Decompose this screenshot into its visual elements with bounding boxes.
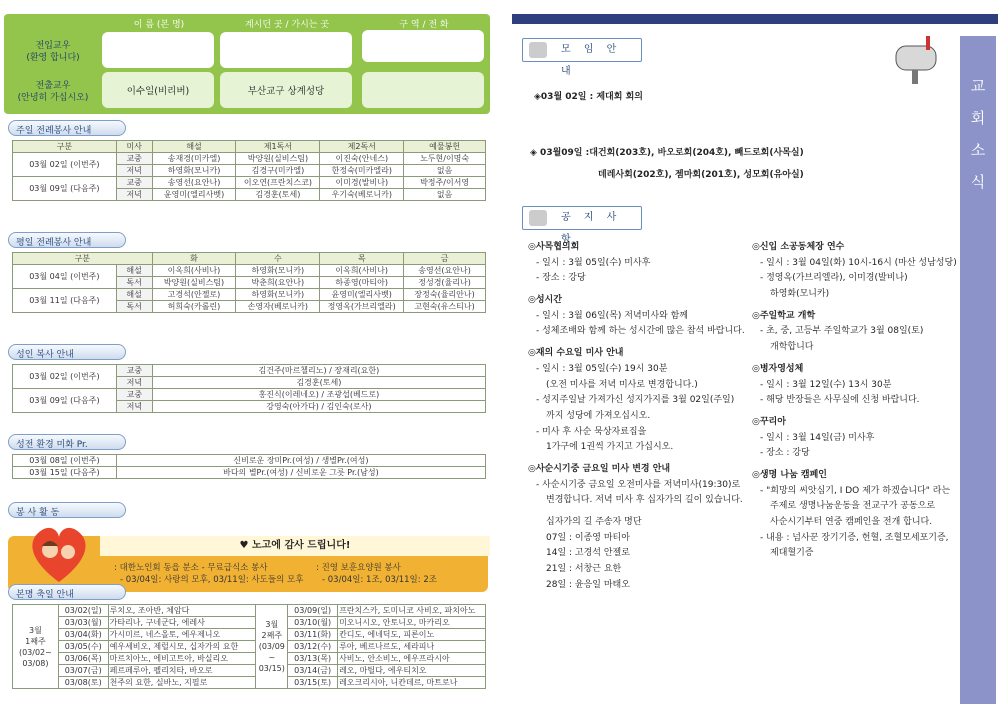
meeting-line1: ◈03월 02일 : 제대회 회의 <box>534 92 643 102</box>
date-cell: 03월 04일 (이번주) <box>13 265 117 289</box>
role-cell: 해설 <box>116 289 152 301</box>
notice-right-line: - 일시 : 3월 14일(금) 미사후 <box>760 432 875 443</box>
transfer-out-label: 전출교우 (안녕히 가십시오) <box>17 81 89 103</box>
date-cell: 03월 08일 (이번주) <box>13 455 117 467</box>
table-cell: 박양원(실비스팀) <box>152 277 236 289</box>
notice-left-line: ◎사목협의회 <box>528 242 580 252</box>
saints-cell: 프란치스카, 도미니코 사비오, 파치아노 <box>338 605 486 617</box>
table-cell: 하영화(모니카) <box>236 289 320 301</box>
meeting-line3: 데레사회(202호), 젬마회(201호), 성모회(유아실) <box>598 170 804 180</box>
notice-left-line: 까지 성당에 가져오십시오. <box>546 410 651 421</box>
saints-cell: 예우세비오, 제럴시모, 십자가의 요한 <box>108 641 256 653</box>
header-name: 이 름 (본 명) <box>133 20 185 30</box>
section-meeting-title <box>522 38 642 77</box>
table-cell: 송재경(미카엘) <box>152 153 236 165</box>
notice-right-line: - 내용 : 넘사꾼 장기기증, 헌혈, 조혈모세포기증, <box>760 532 949 543</box>
notice-right-line: ◎꾸리아 <box>752 416 786 427</box>
saints-cell: 칸디도, 에네딕도, 피론이노 <box>338 629 486 641</box>
notice-left-line: - 사순시기중 금요일 오전미사를 저녁미사(19:30)로 <box>536 479 741 490</box>
thanks-heading: ♥ 노고에 감사 드립니다! <box>100 536 490 556</box>
saints-cell: 레오크리시아, 니칸데르, 마트로나 <box>338 677 486 689</box>
header-area: 구 역 / 전 화 <box>399 20 449 30</box>
date-cell: 03월 11일 (다음주) <box>13 289 117 313</box>
mass-cell: 저녁 <box>116 401 152 413</box>
member-transfer-box <box>4 14 490 114</box>
table-cell: 장정숙(율리안나) <box>404 289 486 301</box>
notice-left-line: 변경합니다. 저녁 미사 후 십자가의 길이 있습니다. <box>546 495 743 506</box>
date-cell: 03/07(금) <box>58 665 108 677</box>
role-cell: 독서 <box>116 301 152 313</box>
notice-right-column <box>752 240 960 562</box>
notice-left-line: - 성체조배와 함께 하는 성시간에 많은 참석 바랍니다. <box>536 326 745 337</box>
table-row <box>13 289 486 301</box>
table-cell: 하영화(모니카) <box>152 165 236 177</box>
table-cell: 고현숙(유스티나) <box>404 301 486 313</box>
table-row <box>13 467 486 479</box>
date-cell: 03월 02일 (이번주) <box>13 153 117 177</box>
table-cell: 이오연(프란치스코) <box>236 177 320 189</box>
notice-right-line: - 일시 : 3월 04일(화) 10시-16시 (마산 성남성당) <box>760 257 957 268</box>
col-header: 해설 <box>152 141 236 153</box>
section-weekday-title: 평일 전례봉사 안내 <box>8 232 126 248</box>
notice-left-line: ◎재의 수요일 미사 안내 <box>528 348 624 359</box>
col-header: 금 <box>404 253 486 265</box>
notice-left-line: - 장소 : 강당 <box>536 273 586 284</box>
table-cell: 홍진식(이레네오) / 조광섭(베드로) <box>152 389 485 401</box>
in-area-box <box>362 30 484 62</box>
date-cell: 03/03(월) <box>58 617 108 629</box>
col-header: 목 <box>320 253 404 265</box>
col-header: 예물봉헌 <box>404 141 486 153</box>
date-cell: 03월 09일 (다음주) <box>13 389 117 413</box>
table-cell: 신비로운 장미Pr.(여성) / 생별Pr.(여성) <box>116 455 485 467</box>
col-header: 제2독서 <box>320 141 404 153</box>
date-cell: 03/13(목) <box>288 653 338 665</box>
sidebar-char: 교 <box>970 77 986 95</box>
top-band <box>512 14 998 24</box>
table-row <box>13 455 486 467</box>
table-cell: 강영숙(아가다) / 김인숙(로사) <box>152 401 485 413</box>
mailbox-icon <box>886 30 950 86</box>
date-cell: 03/12(수) <box>288 641 338 653</box>
notice-right-line: - 정영옥(가브리엘라), 이미경(발비나) <box>760 273 908 284</box>
table-row <box>13 629 486 641</box>
notice-right-line: - 초, 중, 고등부 주일학교가 3월 08일(토) <box>760 326 924 337</box>
meeting-title-text: 모 임 안 내 <box>561 44 622 77</box>
date-cell: 03/15(토) <box>288 677 338 689</box>
col-header: 구분 <box>13 253 153 265</box>
in-name-box <box>102 32 214 68</box>
table-cell: 바다의 별Pr.(여성) / 신비로운 그릇 Pr.(남성) <box>116 467 485 479</box>
family-illustration-icon <box>24 520 94 586</box>
table-cell: 이옥희(사비나) <box>152 265 236 277</box>
table-cell: 박양원(실비스팀) <box>236 153 320 165</box>
mass-cell: 교중 <box>116 177 152 189</box>
out-area-box <box>362 72 484 108</box>
notice-right-line: ◎병자영성체 <box>752 363 804 374</box>
table-row <box>13 177 486 189</box>
notice-right-line: ◎주일학교 개학 <box>752 310 816 321</box>
saints-cell: 천주의 요한, 실바노, 지필로 <box>108 677 256 689</box>
notice-left-line: 21일 : 서창근 요한 <box>546 564 622 575</box>
table-header-row <box>13 141 486 153</box>
notice-left-line: (오전 미사를 저녁 미사로 변경합니다.) <box>546 379 698 390</box>
notice-left-line: - 미사 후 사순 묵상자료집을 <box>536 426 647 437</box>
saints-cell: 가타리나, 구네군다, 에레사 <box>108 617 256 629</box>
table-cell: 윤영미(엘리사벳) <box>320 289 404 301</box>
date-cell: 03/05(수) <box>58 641 108 653</box>
sidebar-char: 소 <box>970 141 986 159</box>
table-row <box>13 153 486 165</box>
table-row <box>13 653 486 665</box>
table-cell: 윤영미(엘리사벳) <box>152 189 236 201</box>
role-cell: 해설 <box>116 265 152 277</box>
section-service-title: 봉 사 활 동 <box>8 502 126 518</box>
table-cell: 하종영(마티아) <box>320 277 404 289</box>
date-cell: 03/08(토) <box>58 677 108 689</box>
saints-cell: 페르페루아, 펠리치타, 바오로 <box>108 665 256 677</box>
table-cell: 송영선(요안나) <box>152 177 236 189</box>
table-cell: 우기숙(베로니카) <box>320 189 404 201</box>
saints-cell: 미오니시오, 안토니오, 마카리오 <box>338 617 486 629</box>
col-header: 화 <box>152 253 236 265</box>
service-right-line1: : 진영 보훈요양원 봉사 <box>316 563 401 573</box>
date-cell: 03/04(화) <box>58 629 108 641</box>
saints-cell: 레오, 마틸다, 에우티치오 <box>338 665 486 677</box>
table-cell: 박춘희(요안나) <box>236 277 320 289</box>
sidebar-char: 회 <box>970 109 986 127</box>
table-cell: 허희숙(카롤린) <box>152 301 236 313</box>
table-cell: 김건주(마르첼리노) / 장재리(요한) <box>152 365 485 377</box>
date-cell: 03/02(일) <box>58 605 108 617</box>
table-cell: 김경훈(토세) <box>152 377 485 389</box>
person-icon <box>529 42 547 58</box>
saints-cell: 마르치아노, 에비고트아, 바실리오 <box>108 653 256 665</box>
notice-left-column <box>528 240 748 593</box>
transfer-in-label: 전입교우 (환영 합니다) <box>26 41 80 63</box>
service-left-line2: - 03/04일: 사랑의 모후, 03/11일: 사도들의 모후 <box>120 575 304 585</box>
date-cell: 03월 15일 (다음주) <box>13 467 117 479</box>
notice-left-line: 14일 : 고경석 안젤로 <box>546 548 630 559</box>
mass-cell: 교중 <box>116 153 152 165</box>
notice-left-line: 07일 : 이종영 마티아 <box>546 532 630 543</box>
notice-right-line: - 해당 반장들은 사무실에 신청 바랍니다. <box>760 395 920 406</box>
role-cell: 독서 <box>116 277 152 289</box>
col-header: 제1독서 <box>236 141 320 153</box>
table-header-row <box>13 253 486 265</box>
table-row <box>13 389 486 401</box>
mass-cell: 교중 <box>116 389 152 401</box>
section-adult-server-title: 성인 복사 안내 <box>8 344 126 360</box>
table-cell: 이옥희(사비나) <box>320 265 404 277</box>
out-name-box: 이수일(비리버) <box>102 72 214 108</box>
saints-cell: 루치오, 조아반, 체암다 <box>108 605 256 617</box>
saints-cell: 루아, 베르나르도, 세라피나 <box>338 641 486 653</box>
person-icon <box>529 210 547 226</box>
table-row <box>13 617 486 629</box>
notice-title-text: 공 지 사 항 <box>561 212 622 245</box>
notice-left-line: - 일시 : 3월 05일(수) 19시 30분 <box>536 363 668 374</box>
table-cell: 박정주/이서영 <box>404 177 486 189</box>
table-cell: 정성경(율리나) <box>404 277 486 289</box>
saints-cell: 사비노, 안소비노, 에우프라시아 <box>338 653 486 665</box>
table-cell: 김경훈(토세) <box>236 189 320 201</box>
notice-left-line: - 일시 : 3월 06일(목) 저녁미사와 함께 <box>536 310 688 321</box>
table-row <box>13 677 486 689</box>
table-row <box>13 605 486 617</box>
adult-server-table <box>12 364 486 413</box>
table-row <box>13 641 486 653</box>
weekday-liturgy-table <box>12 252 486 313</box>
table-row <box>13 365 486 377</box>
mass-cell: 교중 <box>116 365 152 377</box>
notice-right-line: 주제로 생명나눔운동을 전교구가 공동으로 <box>770 501 936 512</box>
week-cell: 3월 1째주 (03/02~ 03/08) <box>13 605 59 689</box>
date-cell: 03월 02일 (이번주) <box>13 365 117 389</box>
date-cell: 03/06(목) <box>58 653 108 665</box>
table-cell: 노두현/이명숙 <box>404 153 486 165</box>
feast-table <box>12 604 486 689</box>
notice-left-line: ◎성시간 <box>528 295 562 306</box>
notice-right-line: 사순시기부터 연중 캠페인을 전개 합니다. <box>770 517 933 527</box>
left-panel <box>4 14 490 704</box>
notice-right-line: ◎생명 나눔 캠페인 <box>752 469 827 480</box>
table-cell: 한정숙(미카엘라) <box>320 165 404 177</box>
date-cell: 03/09(일) <box>288 605 338 617</box>
notice-left-line: 십자가의 길 주송자 명단 <box>546 517 642 527</box>
notice-right-line: - 일시 : 3월 12일(수) 13시 30분 <box>760 379 892 390</box>
table-row <box>13 665 486 677</box>
header-church: 계시던 곳 / 가시는 곳 <box>244 20 330 30</box>
notice-right-line: - "희망의 씨앗심기, I DO 제가 하겠습니다" 라는 <box>760 485 951 496</box>
notice-right-line: 개학합니다 <box>770 342 814 353</box>
saints-cell: 가시미르, 네스올토, 에우제니오 <box>108 629 256 641</box>
notice-right-line: 하영화(모니카) <box>770 289 830 300</box>
table-cell: 송영선(요안나) <box>404 265 486 277</box>
in-church-box <box>220 32 352 68</box>
sidebar-title <box>960 36 996 704</box>
table-cell: 손영자(베로니카) <box>236 301 320 313</box>
out-church-box: 부산교구 상계성당 <box>220 72 352 108</box>
meeting-line2: ◈ 03월09일 :대건회(203호), 바오로회(204호), 빼드로회(사목실) <box>530 148 804 158</box>
section-notice-title <box>522 206 642 245</box>
table-row <box>13 265 486 277</box>
environment-table <box>12 454 486 479</box>
table-cell: 이미경(발비나) <box>320 177 404 189</box>
date-cell: 03/10(월) <box>288 617 338 629</box>
table-cell: 김경구(미카엘) <box>236 165 320 177</box>
section-environment-title: 성전 환경 미화 Pr. <box>8 434 126 450</box>
notice-right-line: ◎신입 소공동체장 연수 <box>752 242 845 252</box>
col-header: 수 <box>236 253 320 265</box>
table-cell: 하영화(모니카) <box>236 265 320 277</box>
date-cell: 03월 09일 (다음주) <box>13 177 117 201</box>
date-cell: 03/11(화) <box>288 629 338 641</box>
section-feast-title: 본명 축일 안내 <box>8 584 126 600</box>
sidebar-char: 식 <box>970 173 986 191</box>
mass-cell: 저녁 <box>116 165 152 177</box>
table-cell: 이진숙(안네스) <box>320 153 404 165</box>
notice-left-line: ◎사순시기중 금요일 미사 변경 안내 <box>528 463 671 474</box>
notice-right-line: - 장소 : 강당 <box>760 448 810 459</box>
notice-left-line: 28일 : 윤응일 마태오 <box>546 579 630 590</box>
table-cell: 없음 <box>404 189 486 201</box>
notice-left-line: 1가구에 1권씩 가지고 가십시오. <box>546 442 674 453</box>
mass-cell: 저녁 <box>116 377 152 389</box>
notice-left-line: - 성지주일날 가져가신 성지가지를 3월 02일(주일) <box>536 395 735 406</box>
service-right-line2: - 03/04일: 1조, 03/11일: 2조 <box>322 575 437 585</box>
col-header: 미사 <box>116 141 152 153</box>
mass-cell: 저녁 <box>116 189 152 201</box>
table-cell: 없음 <box>404 165 486 177</box>
week-cell: 3월 2째주 (03/09 ~ 03/15) <box>256 605 288 689</box>
sunday-liturgy-table <box>12 140 486 201</box>
notice-left-line: - 일시 : 3월 05일(수) 미사후 <box>536 257 651 268</box>
notice-right-line: 제대혈기증 <box>770 548 814 559</box>
col-header: 구분 <box>13 141 117 153</box>
table-cell: 고경석(안젤로) <box>152 289 236 301</box>
section-sunday-title: 주일 전례봉사 안내 <box>8 120 126 136</box>
date-cell: 03/14(금) <box>288 665 338 677</box>
service-left-line1: : 대한노인회 동읍 분소 - 무료급식소 봉사 <box>114 563 268 573</box>
table-cell: 정영옥(가브리엘라) <box>320 301 404 313</box>
